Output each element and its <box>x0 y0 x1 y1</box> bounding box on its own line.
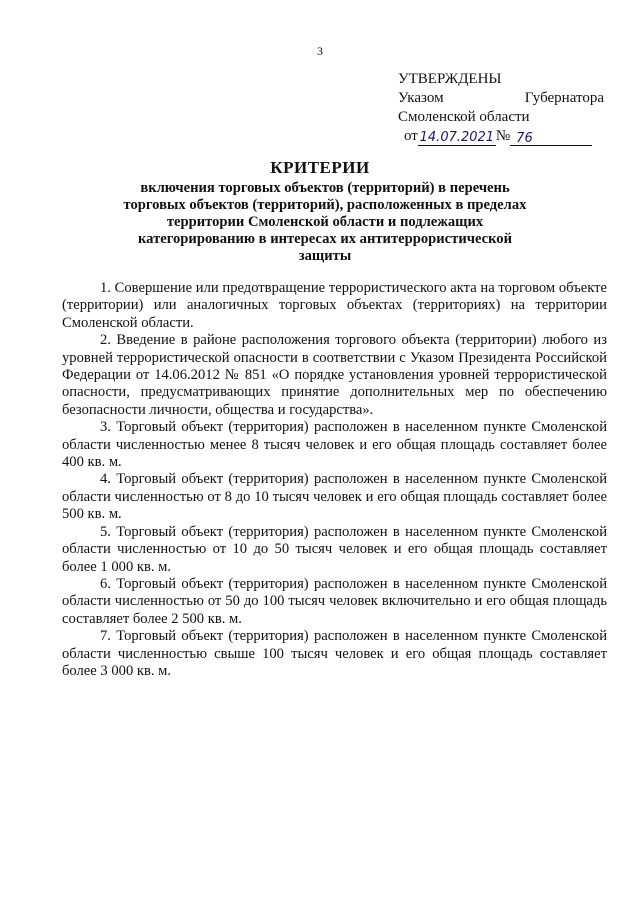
criteria-list <box>62 280 607 680</box>
handwritten-number: 76 <box>516 131 533 146</box>
date-number-line <box>404 127 604 146</box>
document-title: КРИТЕРИИ <box>270 158 370 177</box>
criterion-item: 6. Торговый объект (территория) расположен в населенном пункте Смоленской области численностью от 50 до 100 тысяч человек включительно и его общая площадь составляет более 2 500 кв. м. <box>62 575 607 627</box>
governor-word: Губернатора <box>524 90 604 106</box>
decree-line <box>398 89 604 108</box>
region-line: Смоленской области <box>398 109 530 125</box>
document-subtitle: включения торговых объектов (территорий) в перечень торговых объектов (территорий), расположенных в пределах территории Смоленской области и подлежащих категорированию в интересах их антитеррористической защиты <box>123 180 527 264</box>
criterion-item: 3. Торговый объект (территория) расположен в населенном пункте Смоленской области численностью менее 8 тысяч человек и его общая площадь составляет более 400 кв. м. <box>62 419 607 471</box>
decree-word: Указом <box>398 90 444 106</box>
page-number: 3 <box>317 44 323 58</box>
criterion-item: 7. Торговый объект (территория) расположен в населенном пункте Смоленской области численностью свыше 100 тысяч человек и его общая площадь составляет более 3 000 кв. м. <box>62 628 607 679</box>
approval-block <box>398 70 604 146</box>
criterion-item: 2. Введение в районе расположения торгового объекта (территории) любого из уровней террористической опасности в соответствии с Указом Президента Российской Федерации от 14.06.2012 № 851 «О порядке установления уровней террористической опасности, предусматривающих принятие дополнительных мер по обеспечению безопасности личности, общества и государства». <box>62 332 607 418</box>
from-word: от <box>404 128 418 144</box>
approved-heading: УТВЕРЖДЕНЫ <box>398 71 502 87</box>
date-field <box>418 128 496 146</box>
criterion-item: 4. Торговый объект (территория) расположен в населенном пункте Смоленской области численностью от 8 до 10 тысяч человек и его общая площадь составляет более 500 кв. м. <box>62 471 607 523</box>
number-sign: № <box>495 128 511 144</box>
criterion-item: 5. Торговый объект (территория) расположен в населенном пункте Смоленской области численностью от 10 до 50 тысяч человек и его общая площадь составляет более 1 000 кв. м. <box>62 523 607 575</box>
criterion-item: 1. Совершение или предотвращение террористического акта на торговом объекте (территории) или аналогичных торговых объектах (территориях) на территории Смоленской области. <box>62 280 607 331</box>
number-field <box>510 129 592 146</box>
handwritten-date: 14.07.2021 <box>419 130 495 145</box>
